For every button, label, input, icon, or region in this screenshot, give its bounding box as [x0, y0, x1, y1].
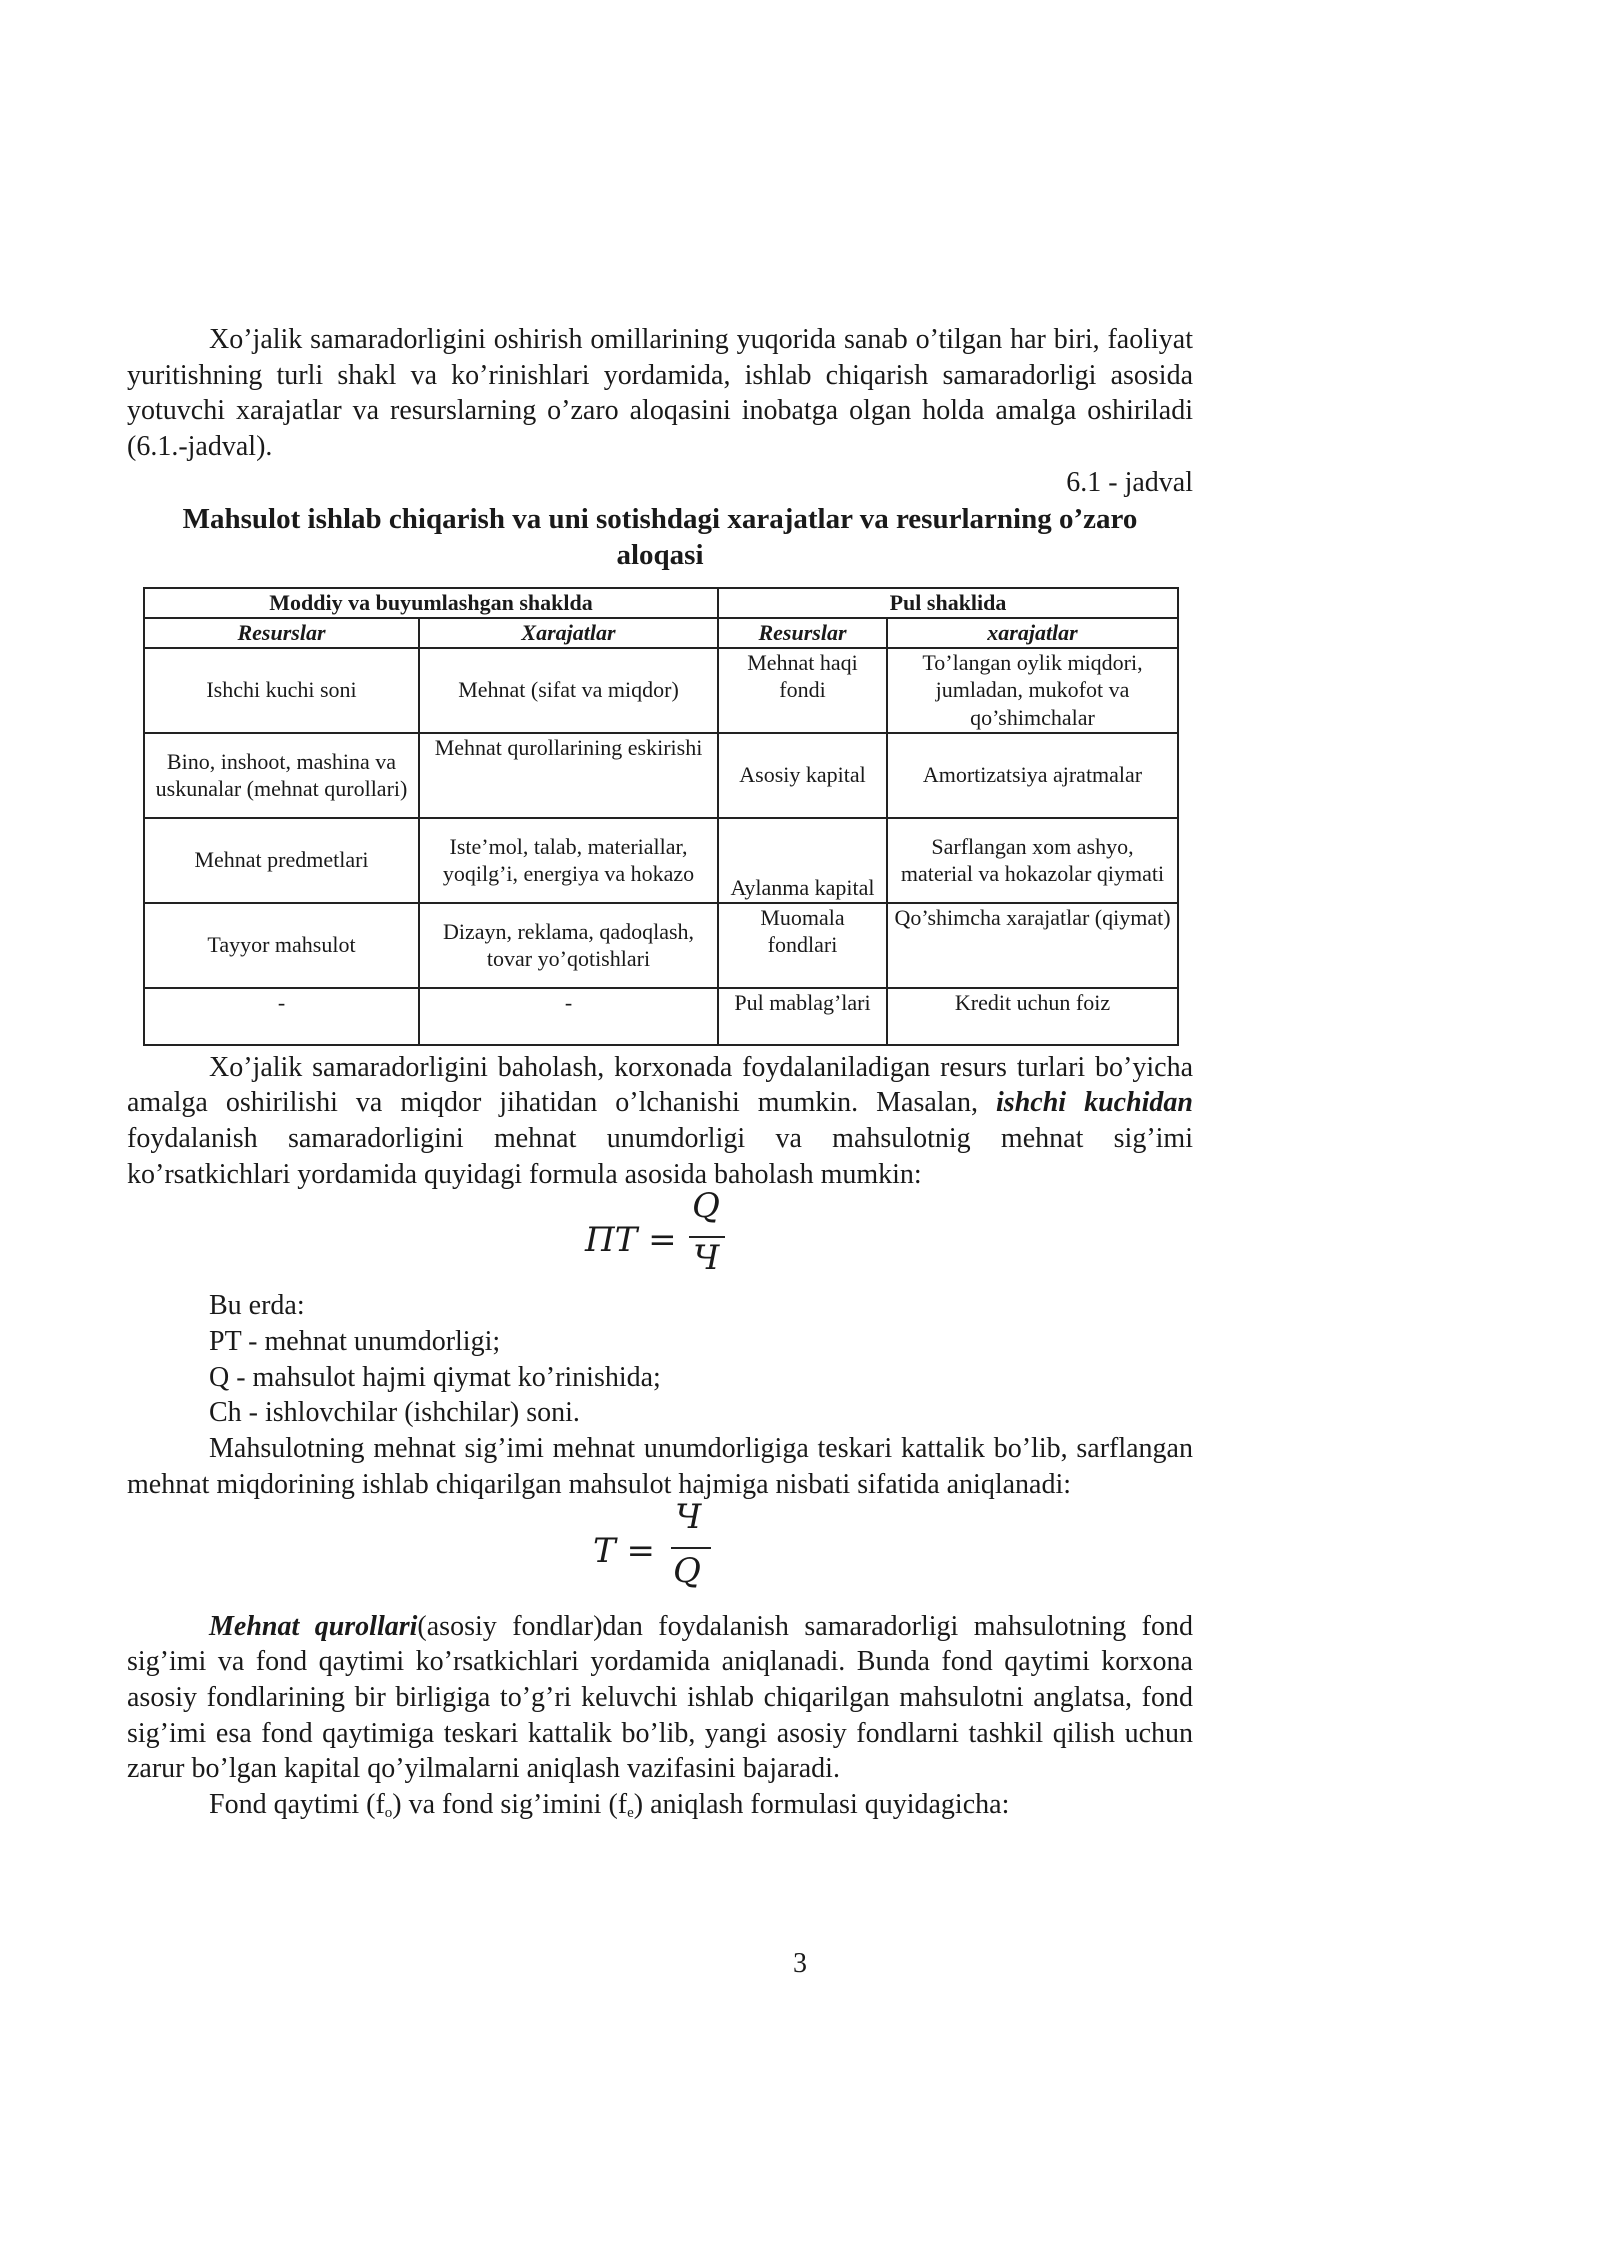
table-group-header: Moddiy va buyumlashgan shaklda — [144, 588, 718, 618]
paragraph-text: Fond qaytimi (f — [209, 1789, 385, 1821]
table-row — [144, 733, 1178, 818]
formula-numerator: Ч — [675, 1496, 702, 1537]
table-cell: To’langan oylik miqdori, jumladan, mukofot va qo’shimchalar — [887, 648, 1178, 733]
formula-lhs: T = — [593, 1530, 655, 1571]
definition-pt: PT - mehnat unumdorligi; — [209, 1326, 501, 1358]
table-cell: Mehnat predmetlari — [144, 818, 419, 903]
subscript: e — [627, 1805, 634, 1822]
definition-q: Q - mahsulot hajmi qiymat ko’rinishida; — [209, 1361, 661, 1393]
paragraph-evaluation — [127, 1050, 1193, 1193]
page-number: 3 — [793, 1948, 807, 1979]
definitions-heading: Bu erda: — [209, 1290, 305, 1322]
definition-ch: Ch - ishlovchilar (ishchilar) soni. — [209, 1397, 580, 1429]
table-cell: Amortizatsiya ajratmalar — [887, 733, 1178, 818]
table-title: Mahsulot ishlab chiqarish va uni sotishdagi xarajatlar va resurlarning o’zaro aloqasi — [182, 502, 1138, 571]
table-cell: Mehnat qurollarining eskirishi — [419, 733, 718, 818]
paragraph-text: ) va fond sig’imini (f — [392, 1789, 628, 1821]
emphasis-text: ishchi kuchidan — [996, 1087, 1193, 1119]
subscript: o — [384, 1805, 393, 1822]
table-row — [144, 988, 1178, 1045]
table-cell: Asosiy kapital — [718, 733, 887, 818]
document-page — [127, 322, 1193, 1823]
table-cell: Bino, inshoot, mashina va uskunalar (mehnat qurollari) — [144, 733, 419, 818]
table-group-header: Pul shaklida — [718, 588, 1178, 618]
paragraph-text: foydalanish samaradorligini mehnat unumdorligi va mahsulotnig mehnat sig’imi ko’rsatkichlari yordamida quyidagi formula asosida baholash mumkin: — [127, 1122, 1193, 1190]
resources-costs-table — [143, 587, 1179, 1046]
table-cell: - — [419, 988, 718, 1045]
table-column-header: Resurslar — [144, 618, 419, 648]
emphasis-text: Mehnat qurollari — [209, 1610, 418, 1642]
table-column-header: xarajatlar — [887, 618, 1178, 648]
table-cell: Tayyor mahsulot — [144, 903, 419, 988]
table-cell: Ishchi kuchi soni — [144, 648, 419, 733]
table-cell: Pul mablag’lari — [718, 988, 887, 1045]
formula-lhs: ПТ = — [585, 1220, 677, 1261]
table-row — [144, 818, 1178, 903]
table-row — [144, 903, 1178, 988]
formula-denominator: Q — [673, 1550, 701, 1591]
table-cell: Mehnat (sifat va miqdor) — [419, 648, 718, 733]
paragraph-intro: Xo’jalik samaradorligini oshirish omillarining yuqorida sanab o’tilgan har biri, faoliyat yuritishning turli shakl va ko’rinishlari yordamida, ishlab chiqarish samaradorligi asosida yotuvchi xarajatlar va resurslarning o’zaro aloqasini inobatga olgan holda amalga oshiriladi (6.1.-jadval). — [127, 324, 1193, 463]
formula-denominator: Ч — [693, 1238, 720, 1279]
formula-numerator: Q — [692, 1186, 720, 1227]
formula-labor-productivity — [127, 1186, 1193, 1284]
table-cell: Mehnat haqi fondi — [718, 648, 887, 733]
table-cell: Iste’mol, talab, materiallar, yoqilg’i, energiya va hokazo — [419, 818, 718, 903]
table-column-header: Xarajatlar — [419, 618, 718, 648]
paragraph-text: ) aniqlash formulasi quyidagicha: — [633, 1789, 1010, 1821]
paragraph-fund-formula — [127, 1787, 1193, 1823]
paragraph-fixed-assets — [127, 1609, 1193, 1788]
fraction-bar — [671, 1547, 711, 1549]
table-cell: - — [144, 988, 419, 1045]
table-cell: Aylanma kapital — [718, 818, 887, 903]
table-row — [144, 648, 1178, 733]
formula-labor-intensity — [127, 1496, 1193, 1605]
paragraph-labor-intensity: Mahsulotning mehnat sig’imi mehnat unumdorligiga teskari kattalik bo’lib, sarflangan mehnat miqdorining ishlab chiqarilgan mahsulot hajmiga nisbati sifatida aniqlanadi: — [127, 1433, 1193, 1500]
paragraph-text: Xo’jalik samaradorligini baholash, korxonada foydalaniladigan resurs turlari bo’yicha amalga oshirilishi va miqdor jihatidan o’lchanishi mumkin. Masalan, — [127, 1051, 1193, 1119]
table-cell: Muomala fondlari — [718, 903, 887, 988]
table-cell: Qo’shimcha xarajatlar (qiymat) — [887, 903, 1178, 988]
table-reference: 6.1 - jadval — [1066, 466, 1193, 498]
table-cell: Dizayn, reklama, qadoqlash, tovar yo’qotishlari — [419, 903, 718, 988]
table-column-header: Resurslar — [718, 618, 887, 648]
paragraph-text: (asosiy fondlar)dan foydalanish samaradorligi mahsulotning fond sig’imi va fond qaytimi ko’rsatkichlari yordamida aniqlanadi. Bunda fond qaytimi korxona asosiy fondlarining bir birligiga to’g’ri keluvchi ishlab chiqarilgan mahsulotni anglatsa, fond sig’imi esa fond qaytimiga teskari kattalik bo’lib, yangi asosiy fondlarni tashkil qilish uchun zarur bo’lgan kapital qo’yilmalarni aniqlash vazifasini bajaradi. — [127, 1610, 1194, 1785]
table-cell: Sarflangan xom ashyo, material va hokazolar qiymati — [887, 818, 1178, 903]
table-cell: Kredit uchun foiz — [887, 988, 1178, 1045]
